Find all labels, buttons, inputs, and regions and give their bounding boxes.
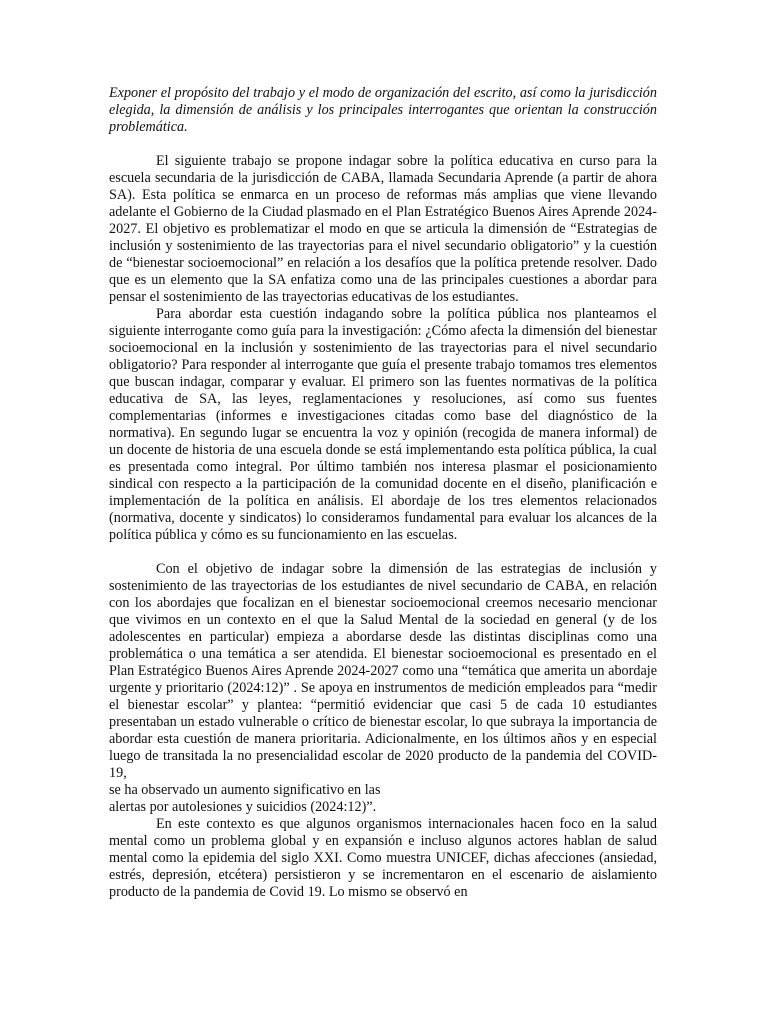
quote-tail-line-2: alertas por autolesiones y suicidios (2024:12)”.: [109, 799, 377, 815]
paragraph-2: Para abordar esta cuestión indagando sobre la política pública nos planteamos el siguiente interrogante como guía para la investigación: ¿Cómo afecta la dimensión del bienestar socioemocional en la inclusión y sostenimiento de las trayectorias para el nivel secundario obligatorio? Para responder al interrogante que guía el presente trabajo tomamos tres elementos que buscan indagar, comparar y evaluar. El primero son las fuentes normativas de la política educativa de SA, las leyes, reglamentaciones y resoluciones, así como sus fuentes complementarias (informes e investigaciones citadas como base del diagnóstico de la normativa). En segundo lugar se encuentra la voz y opinión (recogida de manera informal) de un docente de historia de una escuela donde se está implementando esta política pública, la cual es presentada como integral. Por último también nos interesa plasmar el posicionamiento sindical con respecto a la participación de la comunidad docente en el diseño, planificación e implementación de la política en análisis. El abordaje de los tres elementos relacionados (normativa, docente y sindicatos) lo consideramos fundamental para evaluar los alcances de la política pública y cómo es su funcionamiento en las escuelas.: [109, 306, 657, 543]
quote-tail-line-1: se ha observado un aumento significativo en las: [109, 782, 381, 798]
intro-instructions: Exponer el propósito del trabajo y el modo de organización del escrito, así como la jurisdicción elegida, la dimensión de análisis y los principales interrogantes que orientan la construcción problemática.: [109, 85, 657, 135]
paragraph-4: En este contexto es que algunos organismos internacionales hacen foco en la salud mental como un problema global y en expansión e incluso algunos actores hablan de salud mental como la epidemia del siglo XXI. Como muestra UNICEF, dichas afecciones (ansiedad, estrés, depresión, etcétera) persistieron y se incrementaron en el escenario de aislamiento producto de la pandemia de Covid 19. Lo mismo se observó en: [109, 816, 657, 900]
paragraph-3: Con el objetivo de indagar sobre la dimensión de las estrategias de inclusión y sostenimiento de las trayectorias de los estudiantes de nivel secundario de CABA, en relación con los abordajes que focalizan en el bienestar socioemocional creemos necesario mencionar que vivimos en un contexto en el que la Salud Mental de la sociedad en general (y de los adolescentes en particular) empieza a abordarse desde las distintas disciplinas como una problemática o una temática a ser atendida. El bienestar socioemocional es presentado en el Plan Estratégico Buenos Aires Aprende 2024-2027 como una “temática que amerita un abordaje urgente y prioritario (2024:12)” . Se apoya en instrumentos de medición empleados para “medir el bienestar escolar” y plantea: “permitió evidenciar que casi 5 de cada 10 estudiantes presentaban un estado vulnerable o crítico de bienestar escolar, lo que subraya la importancia de abordar esta cuestión de manera prioritaria. Adicionalmente, en los últimos años y en especial luego de transitada la no presencialidad escolar de 2020 producto de la pandemia del COVID-19,: [109, 561, 657, 781]
paragraph-gap: [109, 136, 657, 153]
document-page: [109, 85, 657, 901]
paragraph-1: El siguiente trabajo se propone indagar sobre la política educativa en curso para la escuela secundaria de la jurisdicción de CABA, llamada Secundaria Aprende (a partir de ahora SA). Esta política se enmarca en un proceso de reformas más amplias que viene llevando adelante el Gobierno de la Ciudad plasmado en el Plan Estratégico Buenos Aires Aprende 2024-2027. El objetivo es problematizar el modo en que se articula la dimensión de “Estrategias de inclusión y sostenimiento de las trayectorias para el nivel secundario obligatorio” y la cuestión de “bienestar socioemocional” en relación a los desafíos que la política pretende resolver. Dado que es un elemento que la SA enfatiza como una de las principales cuestiones a abordar para pensar el sostenimiento de las trayectorias educativas de los estudiantes.: [109, 153, 657, 305]
paragraph-gap: [109, 544, 657, 561]
